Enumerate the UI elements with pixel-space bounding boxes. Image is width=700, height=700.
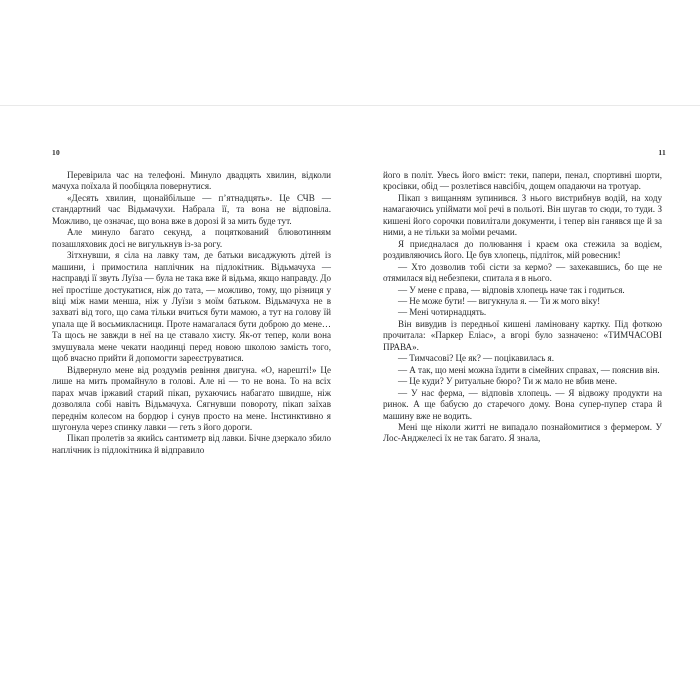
- paragraph: — Тимчасові? Це як? — поцікавилась я.: [398, 353, 554, 364]
- paragraph: Зітхнувши, я сіла на лавку там, де батьки висаджують дітей із машини, і примостила наплічник на підлокітник. Відьмачуха — насправді її звуть Луїза — була не така вже й відьма, якщо направду. До неї простіше достукатися, ніж до тата, — можливо, тому, що різниця у віці між нами менша, ніж у Луїзи з моїм батьком. Відьмачуха не в захваті від того, що сама тільки вчиться бути мамою, а тут на голову їй упала ще й восьмикласниця. Проте намагалася бути доброю до мене… Та щось не завжди в неї на це ставало хисту. Як-от тепер, коли вона змушувала мене чекати наодинці перед новою школою замість того, щоб вчасно прийти й допомогти зареєструватися.: [52, 250, 331, 364]
- paragraph: — Це куди? У ритуальне бюро? Ти ж мало не вбив мене.: [398, 376, 617, 387]
- paragraph: Пікап пролетів за якийсь сантиметр від лавки. Бічне дзеркало збило наплічник із підлокітника й відправило: [52, 433, 331, 455]
- pages-container: [0, 106, 700, 598]
- paragraph: Мені ще ніколи житті не випадало познайомитися з фермером. У Лос-Анджелесі їх не так багато. Я знала,: [383, 421, 662, 444]
- paragraph: Перевірила час на телефоні. Минуло двадцять хвилин, відколи мачуха поїхала й пообіцяла повернутися.: [52, 170, 331, 192]
- left-page-number: 10: [52, 148, 61, 157]
- paragraph: Відвернуло мене від роздумів ревіння двигуна. «О, нарешті!» Це лише на мить промайнуло в голові. Але ні — то не вона. То на всіх парах мчав іржавий старий пікап, рухаючись набагато швидше, ніж дозволяла собі навіть Відьмачуха. Сягнувши повороту, пікап заїхав переднім колесом на бордюр і сунув просто на мене. Інстинктивно я шугонула через спинку лавки — геть з його дороги.: [52, 364, 331, 432]
- right-page-textblock: [383, 170, 662, 445]
- right-page-number: 11: [658, 148, 666, 157]
- left-page-textblock: [52, 170, 331, 456]
- paragraph: Він вивудив із передньої кишені ламіновану картку. Під фоткою прочитала: «Паркер Еліас», а вгорі було зазначено: «ТИМЧАСОВІ ПРАВА».: [383, 318, 662, 352]
- paragraph: — А так, що мені можна їздити в сімейних справах, — пояснив він.: [398, 364, 660, 375]
- paragraph: Пікап з вищанням зупинився. З нього вистрибнув водій, на ходу намагаючись упіймати мої речі в польоті. Він шугав то сюди, то туди. З кишені його сорочки повилітали документи, і тепер він ганявся ще й за ними, а не тільки за моїми речами.: [383, 192, 662, 238]
- paragraph: «Десять хвилин, щонайбільше — п’ятнадцять». Це СЧВ — стандартний час Відьмачухи. Набрала її, та вона не відповіла. Можливо, це означає, що вона вже в дорозі й за мить буде тут.: [52, 192, 331, 226]
- paragraph: — Хто дозволив тобі сісти за кермо? — захекавшись, бо ще не отямилася від небезпеки, спитала я в нього.: [383, 261, 662, 284]
- paragraph: Але минуло багато секунд, а поцяткований блювотинням позашляховик досі не вигулькнув із-за рогу.: [52, 227, 331, 249]
- left-page: [0, 106, 350, 598]
- right-page: [350, 106, 700, 598]
- paragraph: — У мене є права, — відповів хлопець наче так і годиться.: [398, 284, 625, 295]
- paragraph: Я приєдналася до полювання і краєм ока стежила за водієм, роздивляючись його. Це був хлопець, підліток, мій ровесник!: [383, 238, 662, 261]
- paragraph: його в політ. Увесь його вміст: теки, папери, пенал, спортивні шорти, кросівки, обід — розлетівся навсібіч, дощем опадаючи на тротуар.: [383, 170, 662, 192]
- paragraph: — Не може бути! — вигукнула я. — Ти ж мого віку!: [398, 295, 601, 306]
- paragraph: — У нас ферма, — відповів хлопець. — Я відвожу продукти на ринок. А ще бабусю до старечого дому. Вона супер-пупер стара й машину вже не водить.: [383, 387, 662, 421]
- paragraph: — Мені чотирнадцять.: [398, 307, 487, 318]
